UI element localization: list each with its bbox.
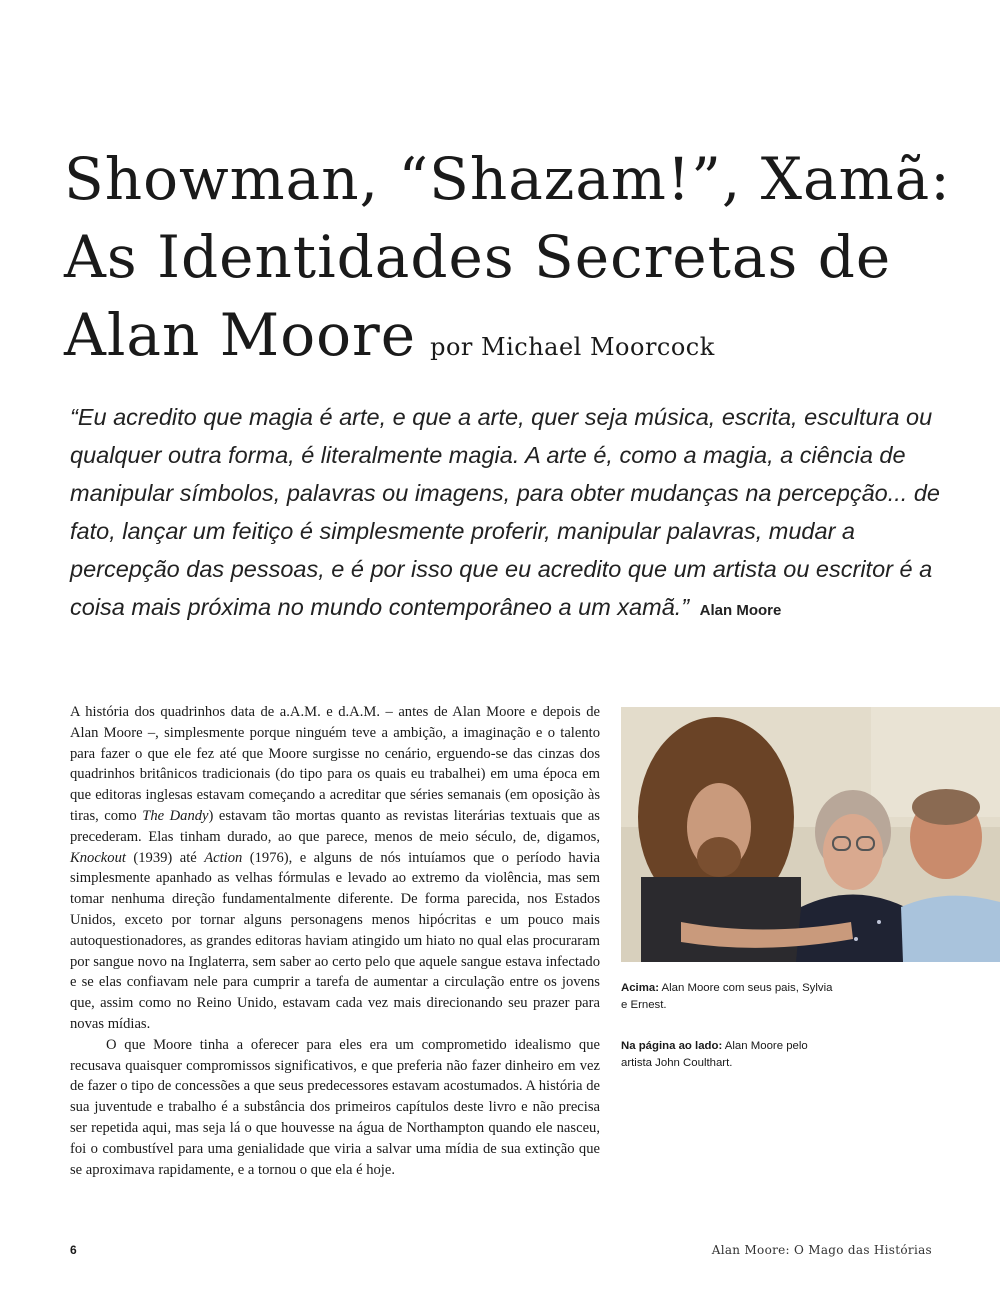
- caption-label: Na página ao lado:: [621, 1040, 723, 1052]
- epigraph-quote: [70, 398, 940, 630]
- title-action: Action: [204, 849, 243, 866]
- body-text-segment: (1939) até: [125, 849, 205, 866]
- title-line-1: Showman, “Shazam!”, Xamã:: [64, 145, 951, 213]
- page-number: 6: [70, 1243, 77, 1257]
- title-the-dandy: The Dandy: [142, 807, 209, 824]
- family-photo-illustration: [621, 707, 1000, 962]
- opposite-page-caption: [621, 1038, 841, 1072]
- title-name: Alan Moore: [64, 301, 417, 369]
- body-paragraph-2: O que Moore tinha a oferecer para eles era um comprometido idealismo que recusava quaisquer compromissos significativos, e que preferia não fazer dinheiro em vez de fazer o tipo de concessões a que seus predecessores estavam acostumados. A história de sua juventude e trabalho é a substância dos primeiros capítulos deste livro e não precisa ser repetida aqui, mas seja lá o que houvesse na água de Northampton quando ele nasceu, foi o combustível para uma genialidade que viria a salvar uma mídia de sua extinção que se aproximava rapidamente, e a tornou o que ela é hoje.: [70, 1036, 600, 1178]
- article-title: [64, 140, 964, 386]
- body-text-segment: A história dos quadrinhos data de a.A.M. e d.A.M. – antes de Alan Moore e depois de Alan Moore –, simplesmente porque ninguém teve a ambição, a imaginação e o talento para fazer o que ele fez até que Moore surgisse no cenário, erguendo-se das cinzas dos quadrinhos britânicos tradicionais (do tipo para os quais eu trabalhei) em uma época em que editoras inglesas estavam começando a acreditar que séries semanais (em oposição às tiras, como: [70, 704, 600, 824]
- title-knockout: Knockout: [70, 849, 126, 866]
- family-photo: [621, 707, 1000, 962]
- epigraph-author: Alan Moore: [699, 602, 782, 619]
- running-title: Alan Moore: O Mago das Histórias: [711, 1243, 932, 1257]
- body-paragraph-1: [70, 702, 600, 1035]
- caption-label: Acima:: [621, 982, 659, 994]
- article-body: [70, 702, 600, 1180]
- epigraph-text: “Eu acredito que magia é arte, e que a arte, quer seja música, escrita, escultura ou qualquer outra forma, é literalmente magia. A arte é, como a magia, a ciência de manipular símbolos, palavras ou imagens, para obter mudanças na percepção... de fato, lançar um feitiço é simplesmente proferir, manipular palavras, mudar a percepção das pessoas, e é por isso que eu acredito que um artista ou escritor é a coisa mais próxima no mundo contemporâneo a um xamã.”: [70, 404, 940, 620]
- caption-text: Alan Moore pelo artista John Coulthart.: [621, 1040, 808, 1069]
- byline: por Michael Moorcock: [430, 333, 715, 361]
- photo-caption: [621, 980, 841, 1014]
- title-line-3: [64, 296, 964, 386]
- title-line-2: As Identidades Secretas de: [64, 223, 892, 291]
- body-text-segment: (1976), e alguns de nós intuíamos que o período havia simplesmente apanhado as velhas fórmulas e levado ao extremo da violência, mas sem tomar nenhuma direção fundamentalmente diferente. De forma parecida, nos Estados Unidos, exceto por tornar alguns personagens menos hipócritas e um pouco mais autoquestionadores, as grandes editoras haviam atingido um hiato no qual elas procuraram por sangue novo na Inglaterra, sem saber ao certo pelo que aquele sangue estava infectado e se elas confiavam nele para cumprir a tarefa de aumentar a circulação entre os jovens que, assim como no Reino Unido, estavam cada vez mais direcionando seu prazer para novas mídias.: [70, 849, 600, 1032]
- caption-text: Alan Moore com seus pais, Sylvia e Ernest.: [621, 982, 833, 1011]
- body-text-segment: ) estavam tão mortas quanto as revistas literárias textuais que as precederam. Elas tinham durado, ao que parece, menos de meio século, de, digamos,: [70, 807, 600, 845]
